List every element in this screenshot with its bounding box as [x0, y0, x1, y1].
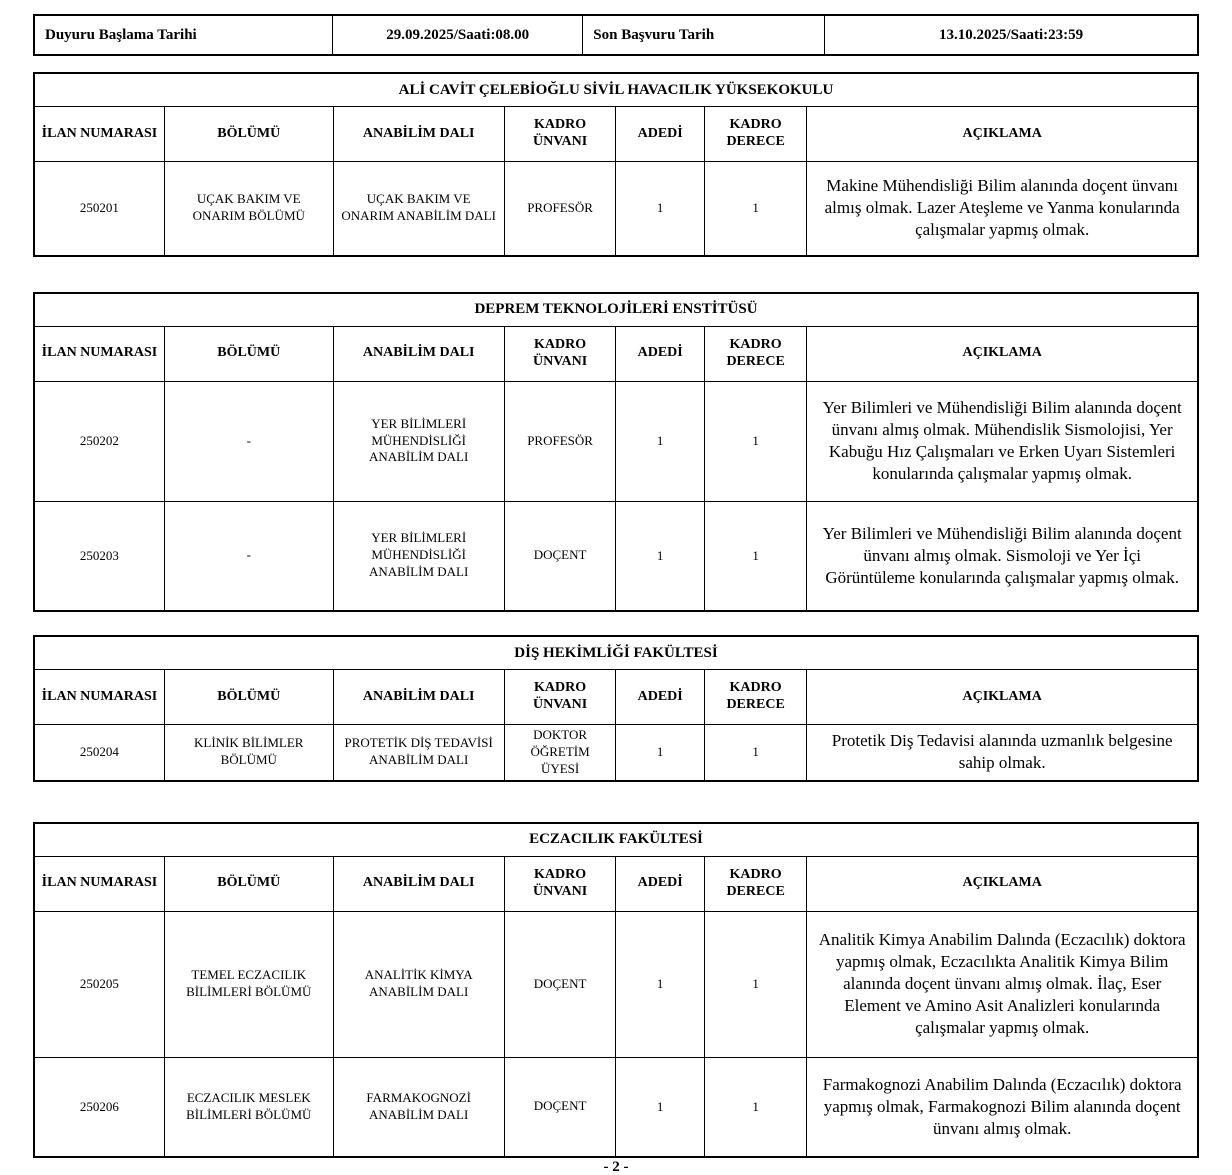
col-header-bolumu: BÖLÜMÜ	[164, 856, 333, 911]
announcement-dates-bar	[33, 14, 1199, 56]
cell-kadro-unvani: DOÇENT	[504, 1057, 616, 1157]
col-header-adedi: ADEDİ	[616, 670, 704, 725]
unit-table-eczacilik	[33, 822, 1199, 1159]
cell-aciklama: Yer Bilimleri ve Mühendisliği Bilim alanında doçent ünvanı almış olmak. Mühendislik Sismolojisi, Yer Kabuğu Hız Çalışmaları ve Erken Uyarı Sistemleri konularında çalışmalar yapmış olmak.	[807, 381, 1198, 501]
start-date-label: Duyuru Başlama Tarihi	[34, 15, 333, 55]
table-row	[34, 725, 1198, 781]
table-row	[34, 501, 1198, 611]
col-header-bolumu: BÖLÜMÜ	[164, 670, 333, 725]
cell-ilan-numarasi: 250201	[34, 162, 164, 256]
cell-kadro-derece: 1	[704, 1057, 806, 1157]
cell-kadro-unvani: DOÇENT	[504, 501, 616, 611]
cell-ilan-numarasi: 250205	[34, 911, 164, 1057]
end-date-value: 13.10.2025/Saati:23:59	[825, 15, 1198, 55]
cell-adedi: 1	[616, 501, 704, 611]
cell-bolumu: -	[164, 381, 333, 501]
cell-bolumu: TEMEL ECZACILIK BİLİMLERİ BÖLÜMÜ	[164, 911, 333, 1057]
end-date-label: Son Başvuru Tarih	[583, 15, 825, 55]
table-row	[34, 381, 1198, 501]
cell-anabilim-dali: ANALİTİK KİMYA ANABİLİM DALI	[333, 911, 504, 1057]
col-header-aciklama: AÇIKLAMA	[807, 670, 1198, 725]
cell-anabilim-dali: UÇAK BAKIM VE ONARIM ANABİLİM DALI	[333, 162, 504, 256]
unit-table-deprem	[33, 292, 1199, 613]
cell-bolumu: KLİNİK BİLİMLER BÖLÜMÜ	[164, 725, 333, 781]
cell-kadro-unvani: DOÇENT	[504, 911, 616, 1057]
col-header-ilan-numarasi: İLAN NUMARASI	[34, 107, 164, 162]
col-header-aciklama: AÇIKLAMA	[807, 107, 1198, 162]
col-header-bolumu: BÖLÜMÜ	[164, 107, 333, 162]
cell-aciklama: Protetik Diş Tedavisi alanında uzmanlık belgesine sahip olmak.	[807, 725, 1198, 781]
cell-aciklama: Makine Mühendisliği Bilim alanında doçent ünvanı almış olmak. Lazer Ateşleme ve Yanma konularında çalışmalar yapmış olmak.	[807, 162, 1198, 256]
col-header-anabilim-dali: ANABİLİM DALI	[333, 670, 504, 725]
cell-kadro-unvani: DOKTOR ÖĞRETİM ÜYESİ	[504, 725, 616, 781]
table-row	[34, 911, 1198, 1057]
col-header-kadro-unvani: KADRO ÜNVANI	[504, 670, 616, 725]
page-footer-partial	[33, 1159, 1199, 1175]
cell-aciklama: Farmakognozi Anabilim Dalında (Eczacılık) doktora yapmış olmak, Farmakognozi Bilim alanında doçent ünvanı almış olmak.	[807, 1057, 1198, 1157]
col-header-anabilim-dali: ANABİLİM DALI	[333, 107, 504, 162]
table-row	[34, 1057, 1198, 1157]
col-header-ilan-numarasi: İLAN NUMARASI	[34, 856, 164, 911]
col-header-aciklama: AÇIKLAMA	[807, 856, 1198, 911]
col-header-kadro-unvani: KADRO ÜNVANI	[504, 107, 616, 162]
col-header-kadro-unvani: KADRO ÜNVANI	[504, 856, 616, 911]
cell-anabilim-dali: PROTETİK DİŞ TEDAVİSİ ANABİLİM DALI	[333, 725, 504, 781]
cell-bolumu: -	[164, 501, 333, 611]
col-header-kadro-derece: KADRO DERECE	[704, 670, 806, 725]
col-header-adedi: ADEDİ	[616, 326, 704, 381]
cell-adedi: 1	[616, 725, 704, 781]
unit-table-dis-hekimligi	[33, 635, 1199, 782]
cell-kadro-derece: 1	[704, 501, 806, 611]
cell-adedi: 1	[616, 911, 704, 1057]
table-title: ECZACILIK FAKÜLTESİ	[34, 823, 1198, 857]
start-date-value: 29.09.2025/Saati:08.00	[333, 15, 583, 55]
cell-bolumu: ECZACILIK MESLEK BİLİMLERİ BÖLÜMÜ	[164, 1057, 333, 1157]
cell-kadro-derece: 1	[704, 381, 806, 501]
cell-ilan-numarasi: 250206	[34, 1057, 164, 1157]
col-header-kadro-derece: KADRO DERECE	[704, 326, 806, 381]
table-row	[34, 162, 1198, 256]
cell-adedi: 1	[616, 162, 704, 256]
col-header-anabilim-dali: ANABİLİM DALI	[333, 326, 504, 381]
col-header-aciklama: AÇIKLAMA	[807, 326, 1198, 381]
cell-aciklama: Yer Bilimleri ve Mühendisliği Bilim alanında doçent ünvanı almış olmak. Sismoloji ve Yer İçi Görüntüleme konularında çalışmalar yapmış olmak.	[807, 501, 1198, 611]
col-header-ilan-numarasi: İLAN NUMARASI	[34, 326, 164, 381]
cell-kadro-derece: 1	[704, 162, 806, 256]
cell-adedi: 1	[616, 1057, 704, 1157]
cell-anabilim-dali: YER BİLİMLERİ MÜHENDİSLİĞİ ANABİLİM DALI	[333, 501, 504, 611]
page-number: - 2 -	[603, 1159, 629, 1175]
cell-bolumu: UÇAK BAKIM VE ONARIM BÖLÜMÜ	[164, 162, 333, 256]
col-header-adedi: ADEDİ	[616, 107, 704, 162]
cell-ilan-numarasi: 250204	[34, 725, 164, 781]
cell-kadro-unvani: PROFESÖR	[504, 162, 616, 256]
cell-anabilim-dali: YER BİLİMLERİ MÜHENDİSLİĞİ ANABİLİM DALI	[333, 381, 504, 501]
col-header-bolumu: BÖLÜMÜ	[164, 326, 333, 381]
table-title: DEPREM TEKNOLOJİLERİ ENSTİTÜSÜ	[34, 293, 1198, 327]
cell-ilan-numarasi: 250202	[34, 381, 164, 501]
col-header-kadro-derece: KADRO DERECE	[704, 856, 806, 911]
col-header-kadro-unvani: KADRO ÜNVANI	[504, 326, 616, 381]
cell-ilan-numarasi: 250203	[34, 501, 164, 611]
col-header-kadro-derece: KADRO DERECE	[704, 107, 806, 162]
cell-anabilim-dali: FARMAKOGNOZİ ANABİLİM DALI	[333, 1057, 504, 1157]
table-title: DİŞ HEKİMLİĞİ FAKÜLTESİ	[34, 636, 1198, 670]
col-header-ilan-numarasi: İLAN NUMARASI	[34, 670, 164, 725]
col-header-adedi: ADEDİ	[616, 856, 704, 911]
cell-aciklama: Analitik Kimya Anabilim Dalında (Eczacılık) doktora yapmış olmak, Eczacılıkta Analitik Kimya Bilim alanında doçent ünvanı almış olmak. İlaç, Eser Element ve Amino Asit Analizleri konularında çalışmalar yapmış olmak.	[807, 911, 1198, 1057]
col-header-anabilim-dali: ANABİLİM DALI	[333, 856, 504, 911]
unit-table-havacilik	[33, 72, 1199, 257]
cell-kadro-unvani: PROFESÖR	[504, 381, 616, 501]
cell-kadro-derece: 1	[704, 911, 806, 1057]
table-title: ALİ CAVİT ÇELEBİOĞLU SİVİL HAVACILIK YÜKSEKOKULU	[34, 73, 1198, 107]
cell-kadro-derece: 1	[704, 725, 806, 781]
cell-adedi: 1	[616, 381, 704, 501]
